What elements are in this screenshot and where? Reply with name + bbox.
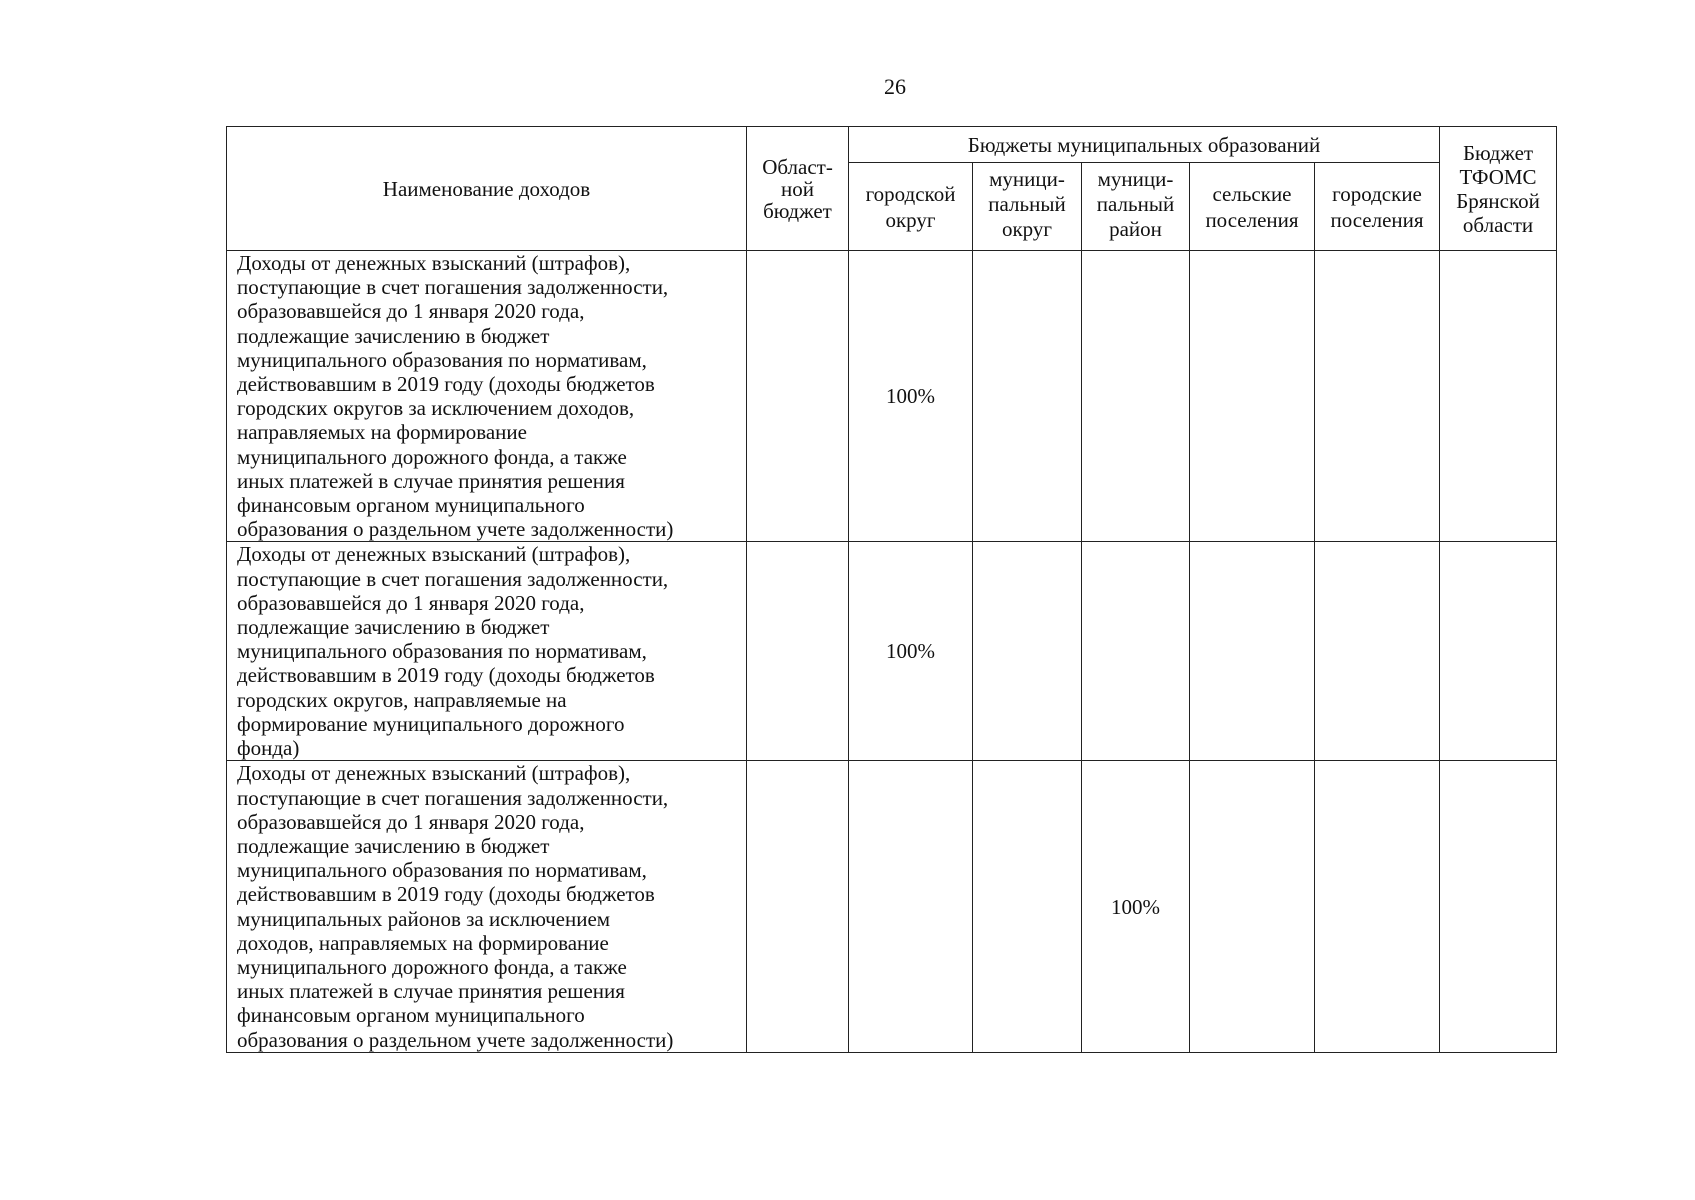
tfoms-cell — [1440, 761, 1557, 1053]
table-row — [227, 761, 1557, 1053]
revenue-distribution-table — [226, 126, 1557, 1053]
header-municipal-budgets: Бюджеты муниципальных образований — [849, 127, 1440, 163]
regional-budget-cell — [747, 542, 849, 761]
urban-settlements-cell — [1315, 761, 1440, 1053]
table-row — [227, 251, 1557, 542]
page-number: 26 — [884, 74, 906, 99]
urban-settlements-cell — [1315, 542, 1440, 761]
revenue-name-cell: Доходы от денежных взысканий (штрафов), поступающие в счет погашения задолженности, образовавшейся до 1 января 2020 года, подлежащие зачислению в бюджет муниципального образования по нормативам, действовавшим в 2019 году (доходы бюджетов городских округов за исключением доходов, направляемых на формирование муниципального дорожного фонда, а также иных платежей в случае принятия решения финансовым органом муниципального образования о раздельном учете задолженности) — [227, 251, 747, 542]
revenue-name-cell: Доходы от денежных взысканий (штрафов), поступающие в счет погашения задолженности, образовавшейся до 1 января 2020 года, подлежащие зачислению в бюджет муниципального образования по нормативам, действовавшим в 2019 году (доходы бюджетов городских округов, направляемые на формирование муниципального дорожного фонда) — [227, 542, 747, 761]
tfoms-cell — [1440, 542, 1557, 761]
municipal-raion-cell: 100% — [1082, 761, 1190, 1053]
municipal-raion-cell — [1082, 251, 1190, 542]
table-row — [227, 542, 1557, 761]
urban-settlements-cell — [1315, 251, 1440, 542]
header-revenue-name: Наименование доходов — [227, 127, 747, 251]
rural-settlements-cell — [1190, 542, 1315, 761]
regional-budget-cell — [747, 251, 849, 542]
revenue-name-cell: Доходы от денежных взысканий (штрафов), поступающие в счет погашения задолженности, образовавшейся до 1 января 2020 года, подлежащие зачислению в бюджет муниципального образования по нормативам, действовавшим в 2019 году (доходы бюджетов муниципальных районов за исключением доходов, направляемых на формирование муниципального дорожного фонда, а также иных платежей в случае принятия решения финансовым органом муниципального образования о раздельном учете задолженности) — [227, 761, 747, 1053]
municipal-okrug-cell — [973, 542, 1082, 761]
municipal-okrug-cell — [973, 761, 1082, 1053]
municipal-raion-cell — [1082, 542, 1190, 761]
tfoms-cell — [1440, 251, 1557, 542]
regional-budget-cell — [747, 761, 849, 1053]
header-rural-settlements: сельские поселения — [1190, 163, 1315, 251]
municipal-okrug-cell — [973, 251, 1082, 542]
header-tfoms-budget: Бюджет ТФОМС Брянской области — [1440, 127, 1557, 251]
rural-settlements-cell — [1190, 761, 1315, 1053]
header-city-district: городской округ — [849, 163, 973, 251]
rural-settlements-cell — [1190, 251, 1315, 542]
city-district-cell: 100% — [849, 542, 973, 761]
header-municipal-okrug: муници- пальный округ — [973, 163, 1082, 251]
header-urban-settlements: городские поселения — [1315, 163, 1440, 251]
header-municipal-raion: муници- пальный район — [1082, 163, 1190, 251]
city-district-cell — [849, 761, 973, 1053]
city-district-cell: 100% — [849, 251, 973, 542]
header-regional-budget: Област- ной бюджет — [747, 127, 849, 251]
